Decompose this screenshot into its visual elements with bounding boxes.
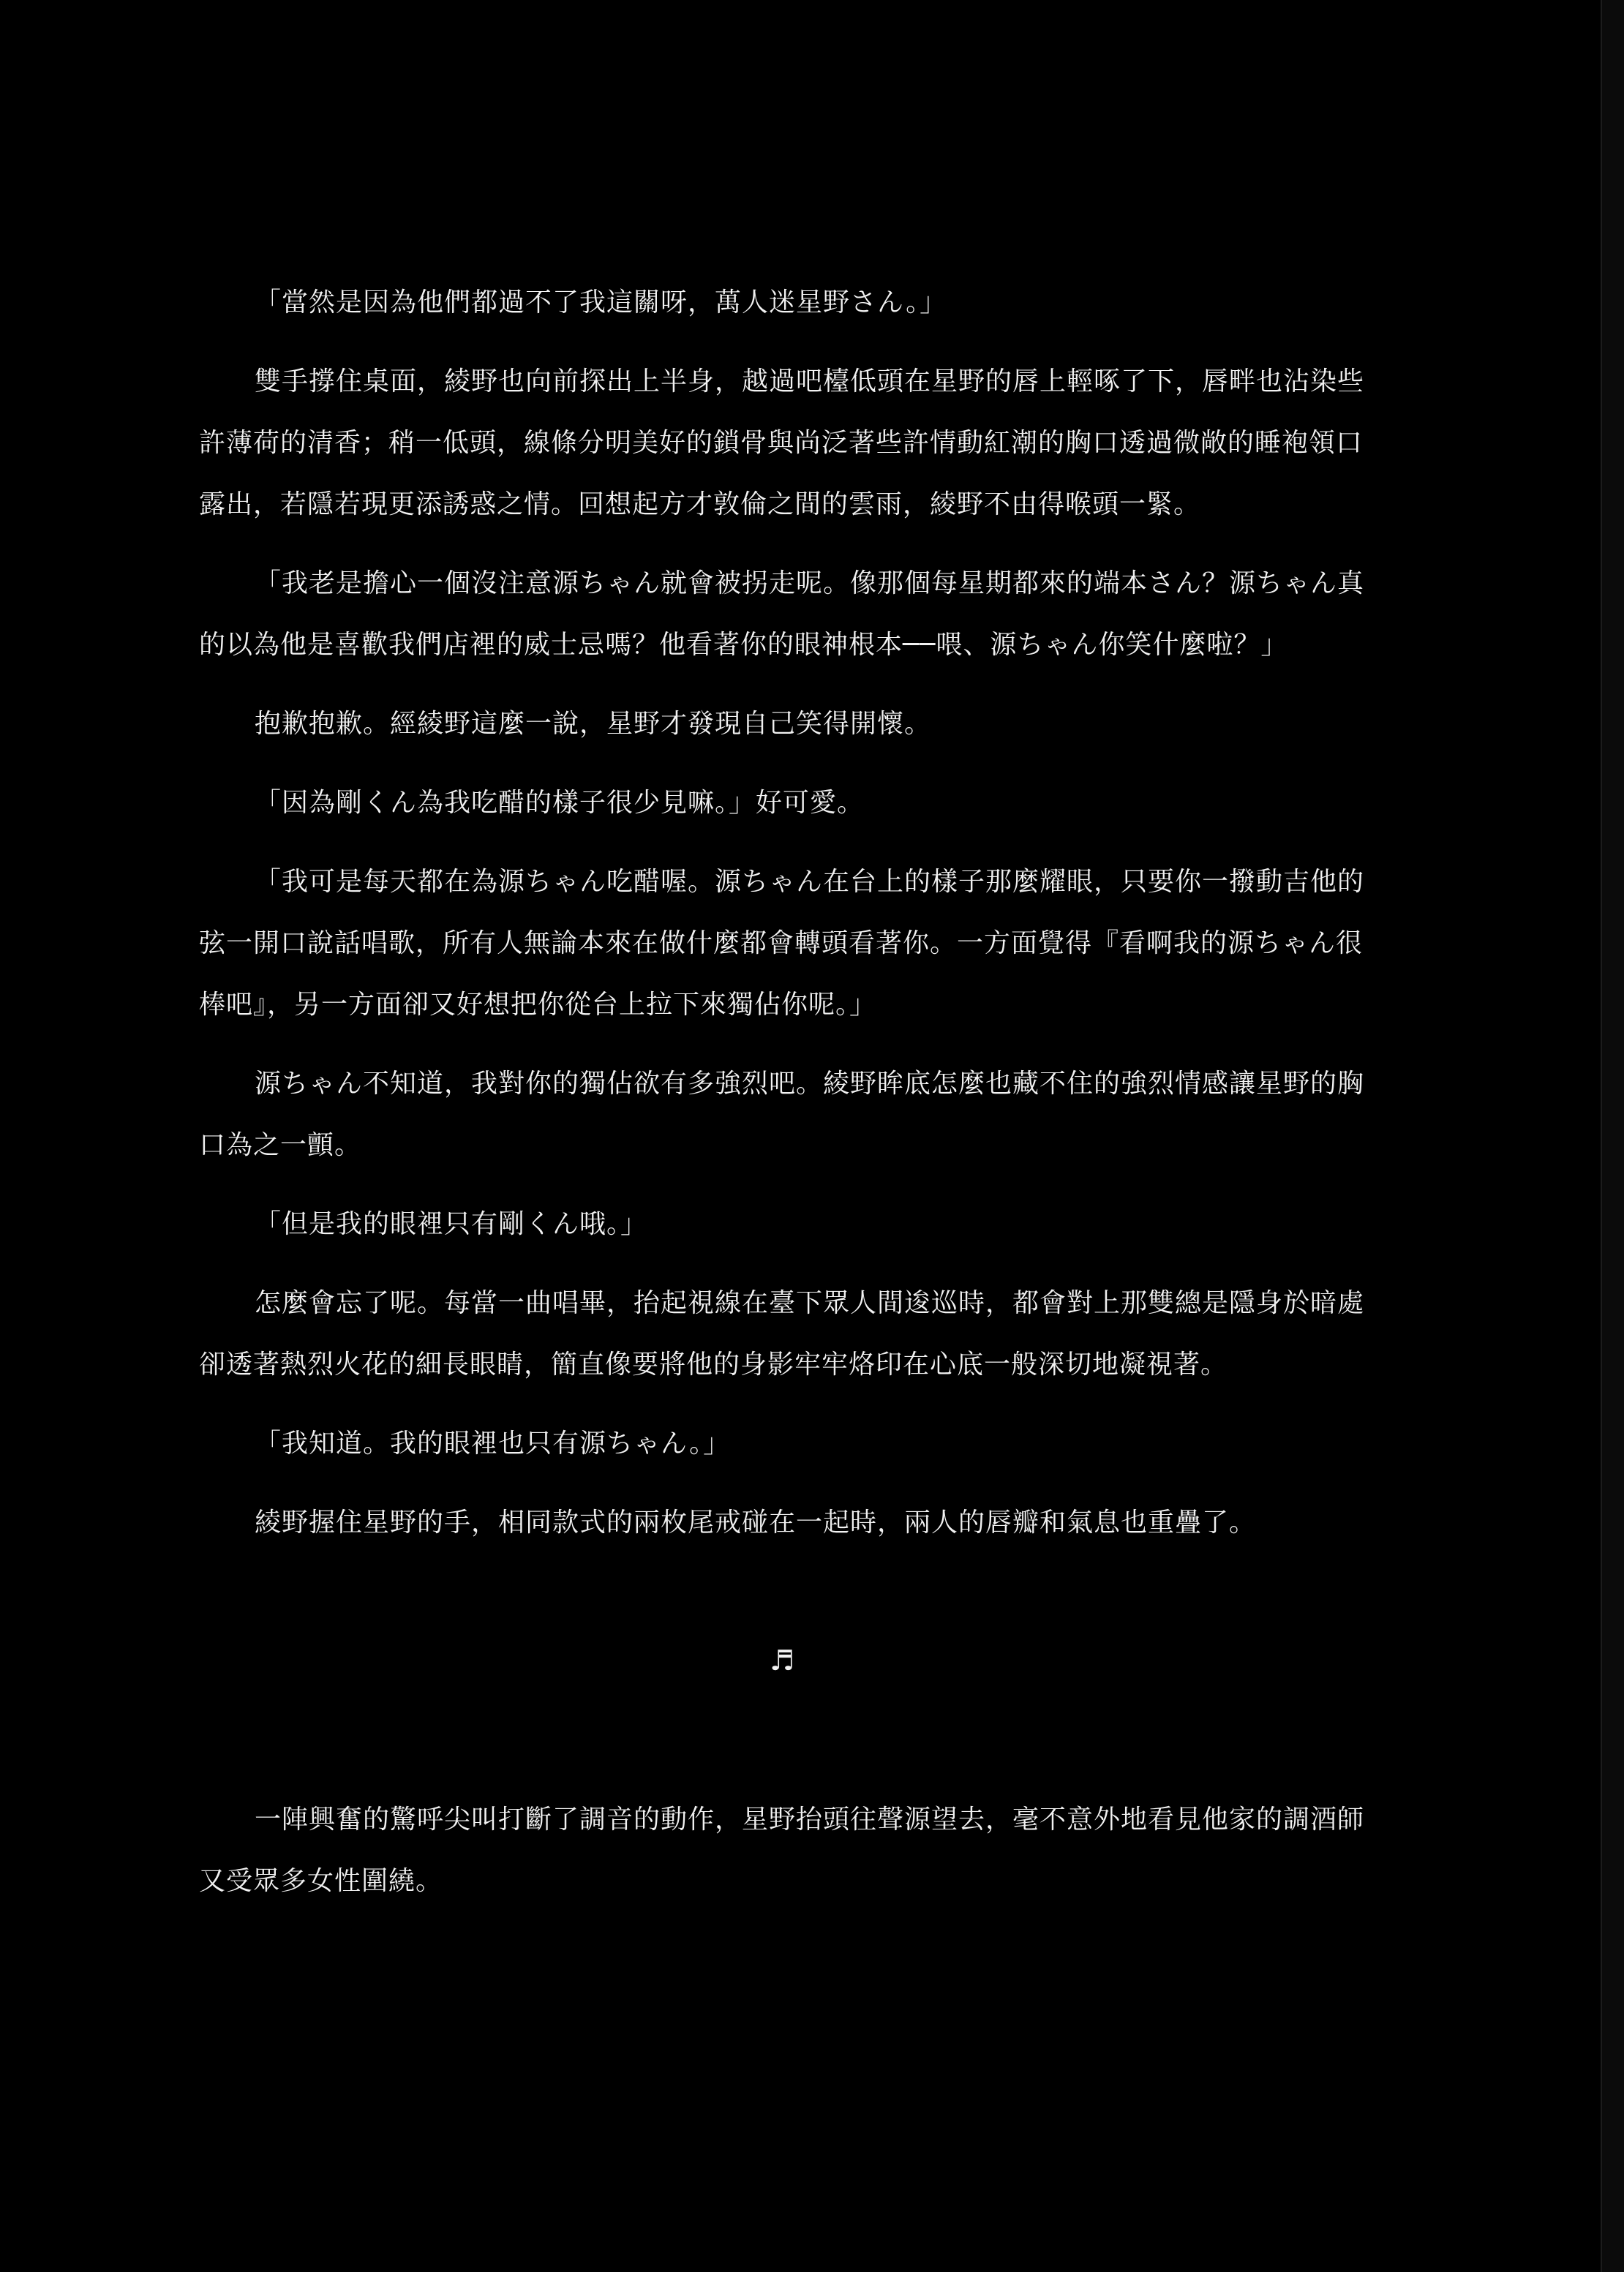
page-edge-divider <box>1601 0 1624 2272</box>
paragraph: 「當然是因為他們都過不了我這關呀，萬人迷星野さん。」 <box>255 287 947 317</box>
paragraph: 「因為剛くん為我吃醋的樣子很少見嘛。」好可愛。 <box>255 788 865 818</box>
paragraph: 怎麼會忘了呢。每當一曲唱畢，抬起視線在臺下眾人間逡巡時，都會對上那雙總是隱身於暗處卻透著熱烈火花的細長眼睛，簡直像要將他的身影牢牢烙印在心底一般深切地凝視著。 <box>199 1288 1365 1380</box>
paragraph: 「我知道。我的眼裡也只有源ちゃん。」 <box>255 1429 731 1459</box>
paragraph: 「我可是每天都在為源ちゃん吃醋喔。源ちゃん在台上的樣子那麼耀眼，只要你一撥動吉他的弦一開口說話唱歌，所有人無論本來在做什麼都會轉頭看著你。一方面覺得『看啊我的源ちゃん很棒吧』，另一方面卻又好想把你從台上拉下來獨佔你呢。」 <box>199 867 1365 1020</box>
story-body <box>199 272 1377 1554</box>
scene-break-music-note-icon: ♬ <box>769 1644 795 1677</box>
paragraph: 「我老是擔心一個沒注意源ちゃん就會被拐走呢。像那個每星期都來的端本さん？源ちゃん真的以為他是喜歡我們店裡的威士忌嗎？他看著你的眼神根本──喂、源ちゃん你笑什麼啦？」 <box>199 568 1365 660</box>
paragraph: 源ちゃん不知道，我對你的獨佔欲有多強烈吧。綾野眸底怎麼也藏不住的強烈情感讓星野的胸口為之一顫。 <box>199 1069 1365 1160</box>
paragraph: 「但是我的眼裡只有剛くん哦。」 <box>255 1209 648 1239</box>
paragraph: 抱歉抱歉。經綾野這麼一說，星野才發現自己笑得開懷。 <box>255 709 932 739</box>
paragraph: 綾野握住星野的手，相同款式的兩枚尾戒碰在一起時，兩人的唇瓣和氣息也重疊了。 <box>255 1508 1257 1538</box>
paragraph: 雙手撐住桌面，綾野也向前探出上半身，越過吧檯低頭在星野的唇上輕啄了下，唇畔也沾染些許薄荷的清香；稍一低頭，線條分明美好的鎖骨與尚泛著些許情動紅潮的胸口透過微敞的睡袍領口露出，若隱若現更添誘惑之情。回想起方才敦倫之間的雲雨，綾野不由得喉頭一緊。 <box>199 366 1365 519</box>
story-body-continued <box>199 1789 1377 1912</box>
paragraph: 一陣興奮的驚呼尖叫打斷了調音的動作，星野抬頭往聲源望去，毫不意外地看見他家的調酒師又受眾多女性圍繞。 <box>199 1805 1365 1896</box>
